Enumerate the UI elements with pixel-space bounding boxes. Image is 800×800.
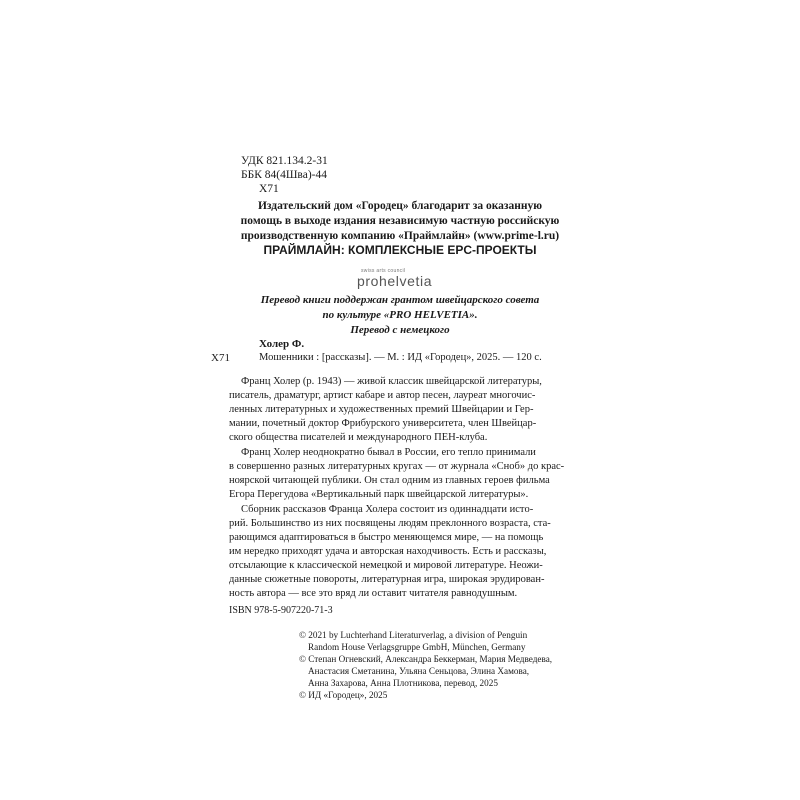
annotation-line: мании, почетный доктор Фрибурского университета, член Швейцар- [229,418,537,429]
copyright-line: © 2021 by Luchterhand Literaturverlag, a division of Penguin [299,630,528,640]
annotation-line: ность автора — все это вряд ли оставит читателя равнодушным. [229,588,518,599]
grant-note-line: по культуре «PRO HELVETIA». [322,309,478,321]
copyright-line: © Степан Огневский, Александра Беккерман, Мария Медведева, [299,654,553,664]
copyright-line: Random House Verlagsgruppe GmbH, München, Germany [308,642,526,652]
copyright-line: Анна Захарова, Анна Плотникова, перевод, 2025 [308,678,498,688]
acknowledgement-line: помощь в выходе издания независимую частную российскую [240,215,560,227]
copyright-line: Анастасия Сметанина, Ульяна Сеньцова, Элина Хамова, [308,666,530,676]
annotation-line: ноярской читающей публики. Он стал одним из главных героев фильма [229,475,550,486]
company-slogan: ПРАЙМЛАЙН: КОМПЛЕКСНЫЕ EPC-ПРОЕКТЫ [263,243,537,257]
annotation-line: Егора Перегудова «Вертикальный парк швейцарской литературы». [229,489,529,500]
annotation-line: писатель, драматург, артист кабаре и автор песен, лауреат многочис- [229,390,536,401]
bbk-code: ББК 84(4Шва)-44 [241,169,327,181]
annotation-line: рий. Большинство из них посвящены людям преклонного возраста, ста- [229,518,551,529]
annotation-line: ского общества писателей и международного ПЕН-клуба. [229,432,488,443]
grant-note-line: Перевод с немецкого [350,324,450,336]
annotation-line: Сборник рассказов Франца Холера состоит из одиннадцати истo- [241,504,534,515]
annotation-line: Франц Холер неоднократно бывал в России, его тепло принимали [241,447,536,458]
copyright-line: © ИД «Городец», 2025 [299,690,388,700]
prohelvetia-logo: prohelvetia [357,273,433,289]
udk-code: УДК 821.134.2-31 [241,155,328,167]
annotation-line: Франц Холер (р. 1943) — живой классик швейцарской литературы, [241,376,542,387]
annotation-line: данные сюжетные повороты, литературная игра, широкая эрудирован- [229,574,545,585]
logo-subtitle: swiss arts council [361,268,406,274]
annotation-line: рающимся адаптироваться в быстро меняющемся мире, — на помощь [229,532,544,543]
annotation-line: в совершенно разных литературных кругах — от журнала «Сноб» до крас- [229,461,565,472]
acknowledgement-line: Издательский дом «Городец» благодарит за оказанную [257,200,543,212]
bib-mark: Х71 [211,352,230,364]
annotation-line: отсылающие к классической немецкой и мировой литературе. Неожи- [229,560,543,571]
annotation-line: ленных литературных и художественных премий Швейцарии и Гер- [229,404,534,415]
bib-author: Холер Ф. [259,338,305,350]
grant-note-line: Перевод книги поддержан грантом швейцарского совета [260,294,540,306]
author-mark-top: Х71 [259,183,279,195]
bib-description: Мошенники : [рассказы]. — М. : ИД «Городец», 2025. — 120 с. [259,352,542,363]
isbn: ISBN 978-5-907220-71-3 [229,605,333,616]
acknowledgement-line: производственную компанию «Праймлайн» (www.prime-l.ru) [240,230,560,242]
annotation-line: им нередко приходят удача и авторская находчивость. Есть и рассказы, [229,546,547,557]
